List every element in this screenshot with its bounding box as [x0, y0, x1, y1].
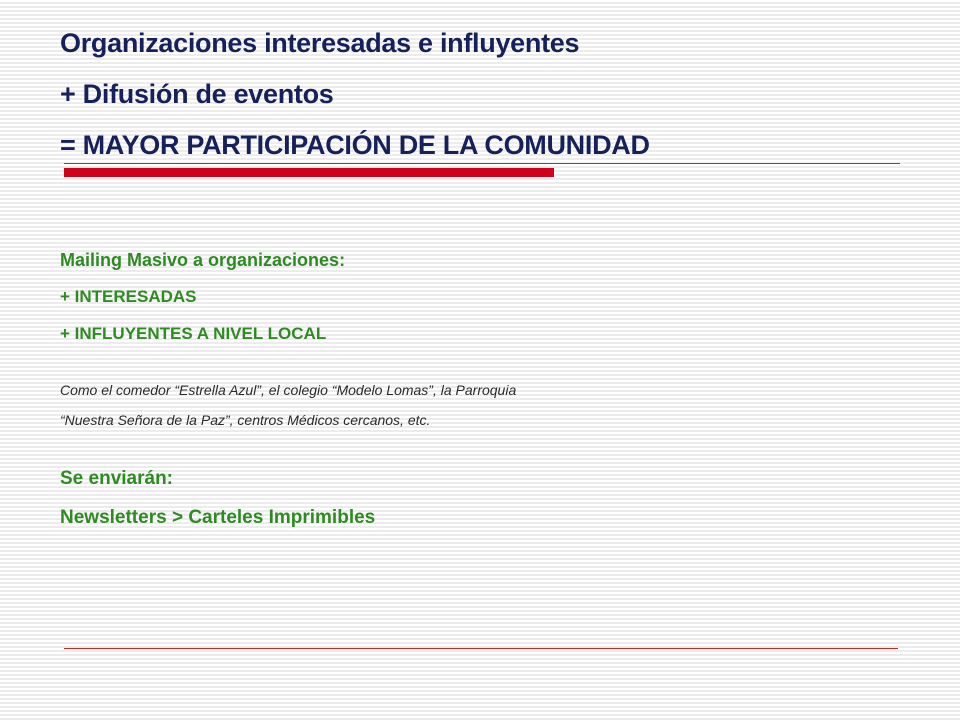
mailing-item-interesadas: + INTERESADAS: [60, 287, 197, 306]
sending-heading: Se enviarán:: [60, 468, 173, 489]
slide-body: [60, 242, 920, 537]
title-divider-thin: [64, 163, 900, 164]
sending-items: Newsletters > Carteles Imprimibles: [60, 507, 376, 528]
mailing-heading: Mailing Masivo a organizaciones:: [60, 250, 346, 270]
slide-title: [60, 18, 920, 171]
examples-line-1: Como el comedor “Estrella Azul”, el colegio “Modelo Lomas”, la Parroquia: [60, 382, 517, 398]
title-line-3: = MAYOR PARTICIPACIÓN DE LA COMUNIDAD: [60, 130, 650, 160]
mailing-item-influyentes: + INFLUYENTES A NIVEL LOCAL: [60, 324, 327, 343]
title-line-1: Organizaciones interesadas e influyentes: [60, 28, 580, 58]
spacer: [60, 352, 920, 375]
spacer: [60, 435, 920, 459]
title-divider-accent-bar: [64, 168, 554, 177]
examples-line-2: “Nuestra Señora de la Paz”, centros Médicos cercanos, etc.: [60, 412, 431, 428]
title-line-2: + Difusión de eventos: [60, 79, 334, 109]
footer-divider: [64, 648, 898, 649]
